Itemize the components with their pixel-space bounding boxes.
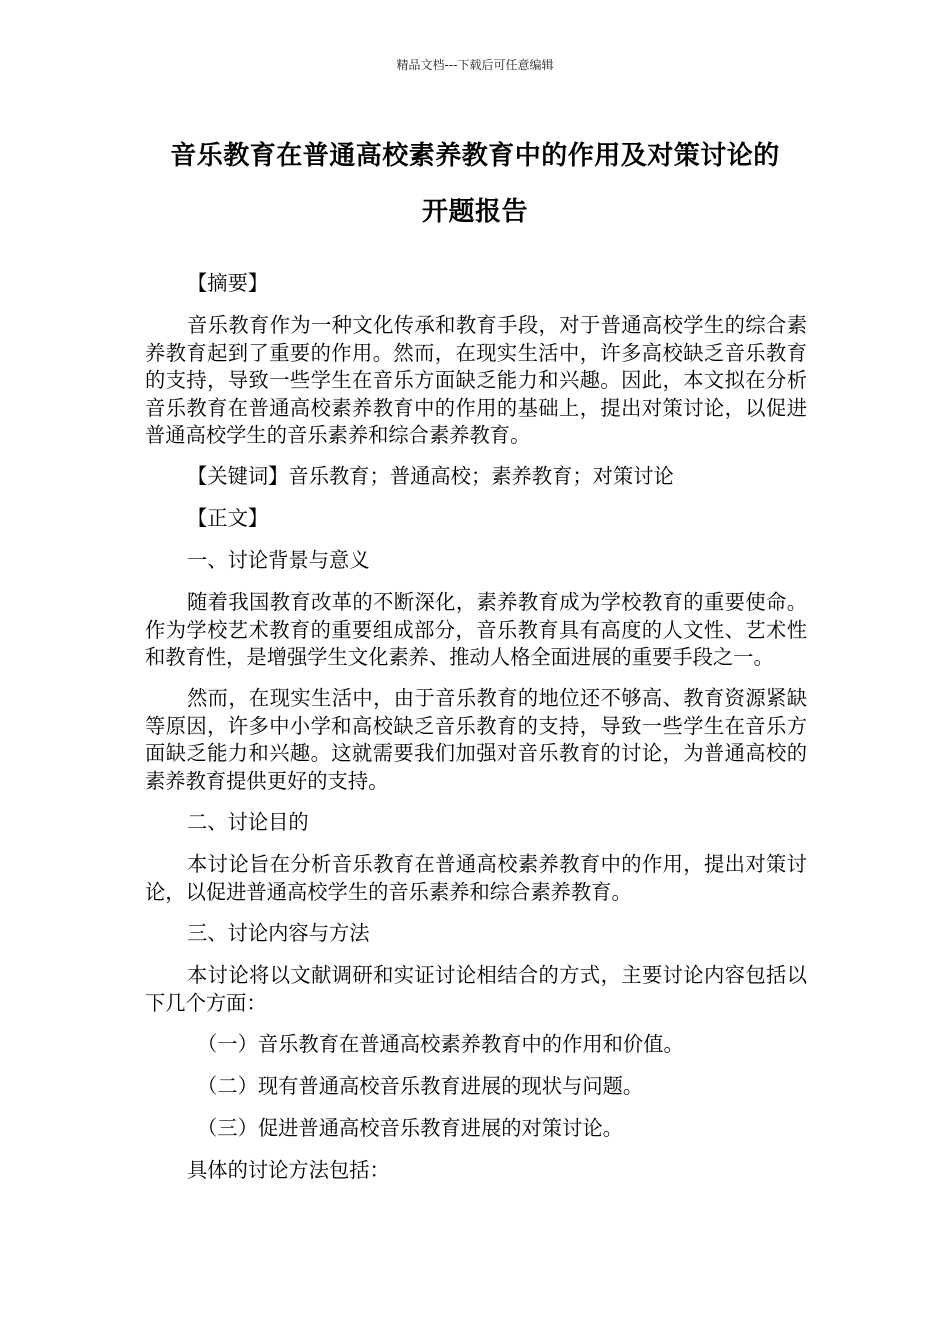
section1-paragraph1: 随着我国教育改革的不断深化，素养教育成为学校教育的重要使命。作为学校艺术教育的重要组成部分，音乐教育具有高度的人文性、艺术性和教育性，是增强学生文化素养、推动人格全面进展的重要手段之一。 bbox=[145, 590, 807, 669]
methods-intro: 具体的讨论方法包括： bbox=[187, 1158, 390, 1182]
abstract-paragraph: 音乐教育作为一种文化传承和教育手段，对于普通高校学生的综合素养教育起到了重要的作用。然而，在现实生活中，许多高校缺乏音乐教育的支持，导致一些学生在音乐方面缺乏能力和兴趣。因此，本文拟在分析音乐教育在普通高校素养教育中的作用的基础上，提出对策讨论，以促进普通高校学生的音乐素养和综合素养教育。 bbox=[145, 313, 807, 447]
list-item-2: （二）现有普通高校音乐教育进展的现状与问题。 bbox=[197, 1074, 644, 1098]
section2-paragraph1: 本讨论旨在分析音乐教育在普通高校素养教育中的作用，提出对策讨论，以促进普通高校学生的音乐素养和综合素养教育。 bbox=[145, 852, 807, 904]
list-item-1: （一）音乐教育在普通高校素养教育中的作用和价值。 bbox=[197, 1032, 684, 1056]
keywords-line: 【关键词】音乐教育；普通高校；素养教育；对策讨论 bbox=[187, 464, 674, 488]
body-heading: 【正文】 bbox=[187, 506, 269, 530]
section1-heading: 一、讨论背景与意义 bbox=[187, 548, 370, 572]
section3-paragraph1: 本讨论将以文献调研和实证讨论相结合的方式，主要讨论内容包括以下几个方面： bbox=[145, 963, 807, 1015]
document-title-line2: 开题报告 bbox=[421, 197, 528, 227]
section2-heading: 二、讨论目的 bbox=[187, 810, 309, 834]
header-watermark: 精品文档---下载后可任意编辑 bbox=[396, 58, 554, 72]
document-title-line1: 音乐教育在普通高校素养教育中的作用及对策讨论的 bbox=[170, 141, 780, 171]
section3-heading: 三、讨论内容与方法 bbox=[187, 921, 370, 945]
list-item-3: （三）促进普通高校音乐教育进展的对策讨论。 bbox=[197, 1116, 623, 1140]
abstract-heading: 【摘要】 bbox=[187, 271, 269, 295]
section1-paragraph2: 然而，在现实生活中，由于音乐教育的地位还不够高、教育资源紧缺等原因，许多中小学和高校缺乏音乐教育的支持，导致一些学生在音乐方面缺乏能力和兴趣。这就需要我们加强对音乐教育的讨论，为普通高校的素养教育提供更好的支持。 bbox=[145, 686, 807, 793]
